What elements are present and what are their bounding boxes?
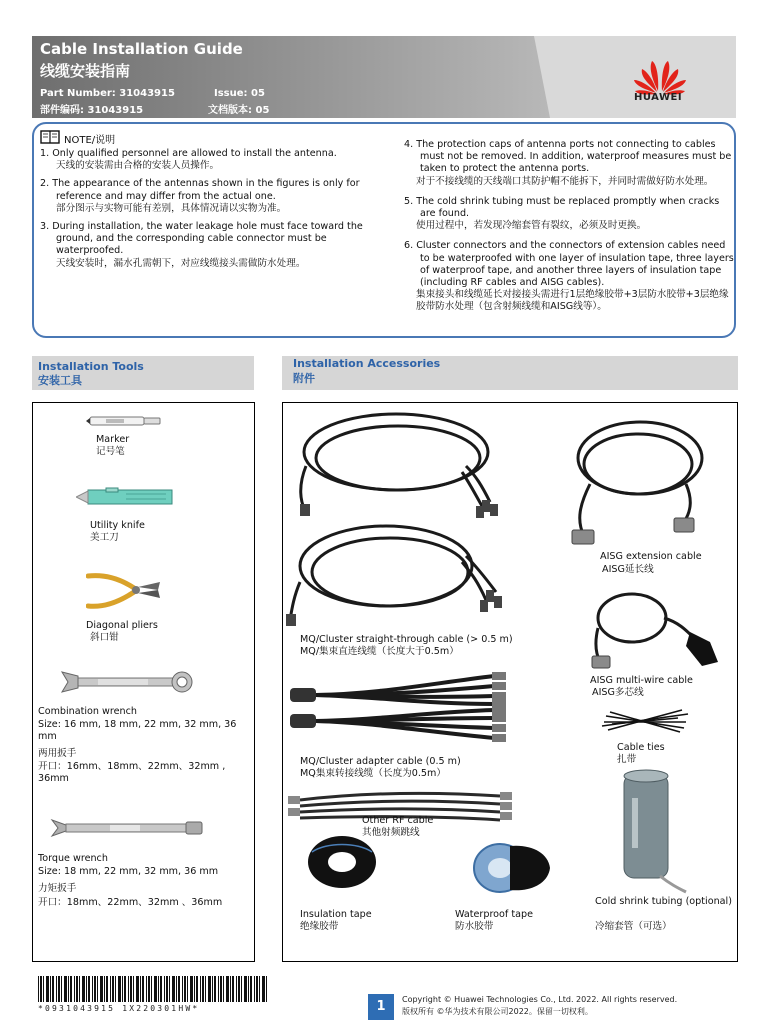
accessories-heading-zh: 附件 [293, 372, 315, 385]
aisg-multi-wire-cable-icon [586, 588, 726, 672]
acc-waterproof-tape-en: Waterproof tape [455, 909, 533, 920]
tool-pliers-en: Diagonal pliers [86, 620, 158, 631]
note-right-column [404, 139, 734, 320]
acc-cold-shrink-en: Cold shrink tubing (optional) [595, 896, 732, 907]
tool-knife-en: Utility knife [90, 520, 145, 531]
acc-insulation-tape-zh: 绝缘胶带 [300, 921, 339, 932]
insulation-tape-icon [306, 832, 378, 890]
note-item-3: 3. During installation, the water leakage hole must face toward the ground, and the corresponding cable connector must be waterproofed. 天线安装时，漏水孔需朝下，对应线缆接头需做防水处理。 [40, 221, 363, 269]
mq-adapter-cable-icon [288, 670, 514, 744]
note-item-6: 6. Cluster connectors and the connectors of extension cables need to be waterproofed with one layer of insulation tape, three layers of waterproof tape, and another three layers of insulation tape (including RF cables and AISG cables). 集束接头和线缆延长对接接头需进行1层绝缘胶带+3层防水胶带+3层绝缘胶带防水处理（包含射频线缆和AISG线等）。 [404, 240, 734, 313]
cold-shrink-tubing-icon [620, 768, 690, 896]
acc-cold-shrink-zh: 冷缩套管（可选） [595, 921, 672, 932]
tool-torque-wrench-size-zh: 开口：18mm、22mm、32mm 、36mm [38, 897, 223, 908]
doc-title-zh: 线缆安装指南 [40, 62, 131, 80]
acc-aisg-ext-en: AISG extension cable [600, 551, 702, 562]
tool-knife-zh: 美工刀 [90, 532, 119, 543]
diagonal-pliers-icon [86, 570, 162, 610]
tool-combo-wrench-en: Combination wrench [38, 706, 137, 717]
note-item-2: 2. The appearance of the antennas shown in the figures is only for reference and may differ from the actual one. 部分图示与实物可能有差别，具体情况请以实物为准。 [40, 178, 360, 214]
tool-combo-wrench-size-zh: 开口：16mm、18mm、22mm、32mm , 36mm [38, 761, 226, 784]
acc-mq-straight-zh: MQ/集束直连线缆（长度大于0.5m） [300, 646, 459, 657]
mq-straight-cable-icon [286, 406, 518, 630]
issue-zh: 文档版本: 05 [208, 105, 270, 116]
tool-torque-wrench-en: Torque wrench [38, 853, 108, 864]
tool-torque-wrench-size-en: Size: 18 mm, 22 mm, 32 mm, 36 mm [38, 866, 219, 877]
note-item-4: 4. The protection caps of antenna ports not connecting to cables must not be removed. In addition, waterproof measures must be taken to protect the antenna ports. 对于不接线缆的天线端口其防护帽不能拆下，并同时需做好防水处理。 [404, 139, 732, 187]
tool-combo-wrench-size-en: Size: 16 mm, 18 mm, 22 mm, 32 mm, 36 mm [38, 719, 237, 742]
barcode-icon [38, 976, 270, 1002]
note-item-1: 1. Only qualified personnel are allowed to install the antenna. 天线的安装需由合格的安装人员操作。 [40, 148, 337, 172]
torque-wrench-icon [50, 816, 204, 840]
header-divider [534, 36, 550, 118]
acc-other-rf-zh: 其他射频跳线 [362, 827, 420, 838]
barcode-text: *0931043915 1X220301HW* [38, 1004, 200, 1013]
acc-cable-ties-zh: 扎带 [617, 754, 637, 765]
copyright-en: Copyright © Huawei Technologies Co., Ltd. 2022. All rights reserved. [402, 995, 678, 1004]
waterproof-tape-icon [470, 838, 552, 896]
tool-pliers-zh: 斜口钳 [90, 632, 119, 643]
accessories-heading-en: Installation Accessories [293, 357, 441, 370]
page-number: 1 [368, 994, 394, 1020]
acc-insulation-tape-en: Insulation tape [300, 909, 372, 920]
acc-mq-adapter-zh: MQ集束转接线缆（长度为0.5m） [300, 768, 446, 779]
acc-mq-straight-en: MQ/Cluster straight-through cable (> 0.5 m) [300, 634, 513, 645]
acc-aisg-multi-zh: AISG多芯线 [592, 687, 644, 698]
note-item-5: 5. The cold shrink tubing must be replaced promptly when cracks are found. 使用过程中，若发现冷缩套管有裂纹，必须及时更换。 [404, 195, 720, 232]
issue-en: Issue: 05 [214, 88, 265, 99]
copyright-zh: 版权所有 ©华为技术有限公司2022。保留一切权利。 [402, 1007, 593, 1016]
tool-torque-wrench-zh: 力矩扳手 [38, 883, 77, 894]
doc-title-en: Cable Installation Guide [40, 40, 243, 58]
acc-waterproof-tape-zh: 防水胶带 [455, 921, 494, 932]
acc-cable-ties-en: Cable ties [617, 742, 665, 753]
acc-aisg-ext-zh: AISG延长线 [602, 564, 654, 575]
aisg-extension-cable-icon [566, 414, 712, 552]
acc-mq-adapter-en: MQ/Cluster adapter cable (0.5 m) [300, 756, 461, 767]
book-icon [40, 130, 60, 144]
tool-marker-en: Marker [96, 434, 130, 445]
cable-ties-icon [600, 704, 690, 738]
part-number-en: Part Number: 31043915 [40, 88, 175, 99]
tool-marker-zh: 记号笔 [96, 446, 125, 457]
acc-other-rf-en: Other RF cable [362, 815, 434, 826]
part-number-zh: 部件编码: 31043915 [40, 105, 144, 116]
note-left-column [40, 148, 390, 276]
tools-heading-zh: 安装工具 [38, 374, 82, 387]
brand-name: HUAWEI [634, 92, 683, 103]
combination-wrench-icon [58, 668, 196, 696]
tool-combo-wrench-zh: 两用扳手 [38, 748, 77, 759]
tools-heading-en: Installation Tools [38, 360, 144, 373]
marker-icon [86, 414, 162, 428]
acc-aisg-multi-en: AISG multi-wire cable [590, 675, 693, 686]
note-label: NOTE/说明 [64, 135, 116, 146]
utility-knife-icon [76, 486, 176, 508]
